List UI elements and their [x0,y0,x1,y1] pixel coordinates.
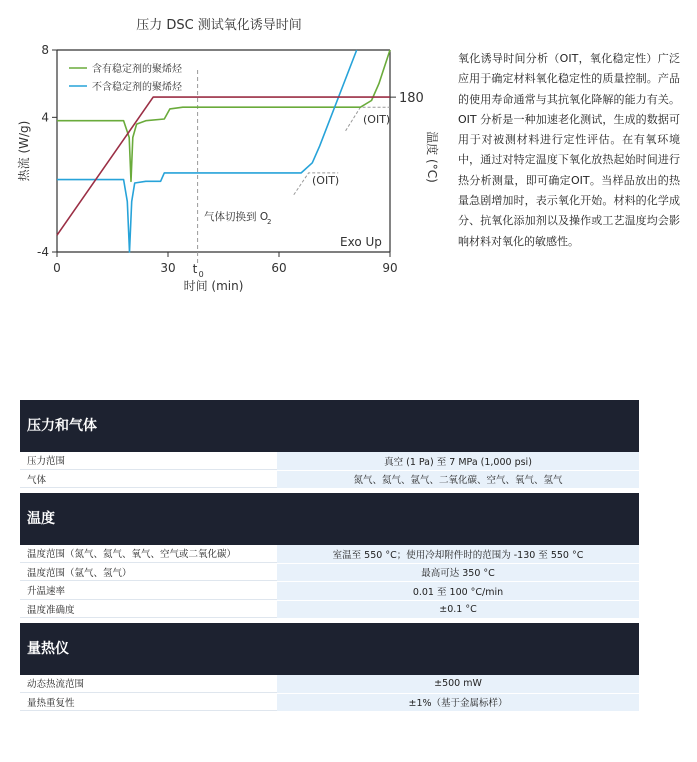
gas-switch-subscript: 2 [267,218,272,226]
spec-label: 动态热流范围 [20,675,277,693]
spec-label: 压力范围 [20,452,277,470]
section-header-calorimeter: 量热仪 [20,623,639,675]
t0-label: t [192,262,198,276]
y-axis-title: 热流 (W/g) [17,120,31,182]
y-tick-label: 4 [41,110,49,125]
y2-axis-title: 温度 (°C) [425,131,439,183]
y2-tick-label: 180 [399,91,424,107]
legend-entry: 不含稳定剂的聚烯烃 [92,82,182,93]
x-tick-label: 30 [160,261,176,275]
spec-label: 温度准确度 [20,601,277,619]
spec-value: 最高可达 350 °C [277,564,639,582]
chart-title: 压力 DSC 测试氧化诱导时间 [136,18,302,33]
oit-label-green: (OIT) [363,113,391,126]
gas-switch-annotation: 气体切换到 O [204,211,269,223]
spec-row [20,564,639,583]
section-header-temperature: 温度 [20,493,639,545]
spec-value: ±500 mW [277,675,639,693]
y-tick-label: 8 [41,43,49,57]
spec-table [20,400,639,712]
t0-subscript: 0 [198,270,204,279]
oit-chart [0,0,440,300]
x-axis-title: 时间 (min) [183,279,244,293]
oit-label-blue: (OIT) [312,174,340,187]
x-tick-label: 60 [271,261,287,275]
spec-label: 温度范围（氩气、氢气） [20,564,277,582]
section-header-pressure: 压力和气体 [20,400,639,452]
spec-row [20,582,639,601]
x-tick-label: 90 [382,261,398,275]
spec-row [20,452,639,471]
spec-row [20,471,639,490]
spec-label: 升温速率 [20,582,277,600]
spec-value: ±0.1 °C [277,601,639,619]
x-tick-label: 0 [53,261,61,275]
exo-up-label: Exo Up [340,235,382,249]
spec-row [20,601,639,620]
y-tick-label: -4 [37,245,49,259]
spec-value: 室温至 550 °C；使用冷却附件时的范围为 -130 至 550 °C [277,545,639,563]
spec-row [20,675,639,694]
spec-value: 氮气、氦气、氩气、二氧化碳、空气、氧气、氢气 [277,471,639,489]
spec-value: 0.01 至 100 °C/min [277,582,639,600]
spec-row [20,694,639,713]
legend-entry: 含有稳定剂的聚烯烃 [92,64,182,75]
spec-label: 量热重复性 [20,694,277,712]
spec-label: 气体 [20,471,277,489]
spec-value: ±1%（基于金属标样） [277,694,639,712]
spec-value: 真空 (1 Pa) 至 7 MPa (1,000 psi) [277,452,639,470]
spec-label: 温度范围（氮气、氦气、氧气、空气或二氧化碳） [20,545,277,563]
description-paragraph: 氧化诱导时间分析（OIT，氧化稳定性）广泛应用于确定材料氧化稳定性的质量控制。产品的使用寿命通常与其抗氧化降解的能力有关。OIT 分析是一种加速老化测试，生成的数据可用于对被测材料进行定性评估。在有氧环境中，通过对特定温度下氧化放热起始时间进行热分析测量，即可确定OIT。当样品放出的热量急剧增加时，表示氧化开始。材料的化学成分、抗氧化添加剂以及操作或工艺温度均会影响材料对氧化的敏感性。 [458,52,680,248]
spec-row [20,545,639,564]
